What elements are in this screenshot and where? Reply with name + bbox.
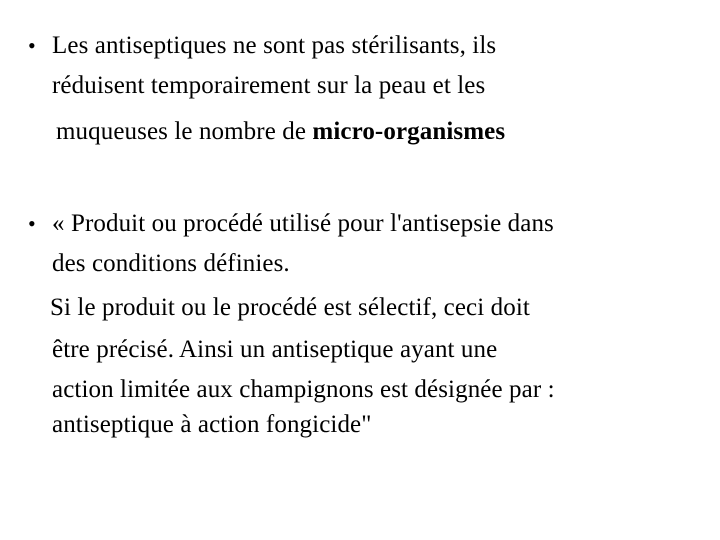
bullet1-line1: Les antiseptiques ne sont pas stérilisants, ils — [52, 32, 497, 59]
bullet1-line2: réduisent temporairement sur la peau et les — [52, 72, 486, 99]
bullet2-line3: Si le produit ou le procédé est sélectif, ceci doit — [50, 294, 530, 321]
bullet1-line3-text: muqueuses le nombre de — [56, 118, 313, 145]
bullet2-line1: « Produit ou procédé utilisé pour l'antisepsie dans — [52, 210, 554, 237]
bullet2-line5: action limitée aux champignons est désignée par : — [52, 376, 555, 403]
bullet2-line2: des conditions définies. — [52, 250, 290, 277]
bullet2-line4: être précisé. Ainsi un antiseptique ayant une — [52, 336, 498, 363]
bold-term-micro-organismes: micro-organismes — [312, 118, 506, 145]
bullet1-line3 — [56, 114, 505, 150]
bullet-icon: • — [28, 211, 36, 236]
bullet-icon: • — [28, 33, 36, 58]
bullet2-line6: antiseptique à action fongicide" — [52, 411, 372, 438]
